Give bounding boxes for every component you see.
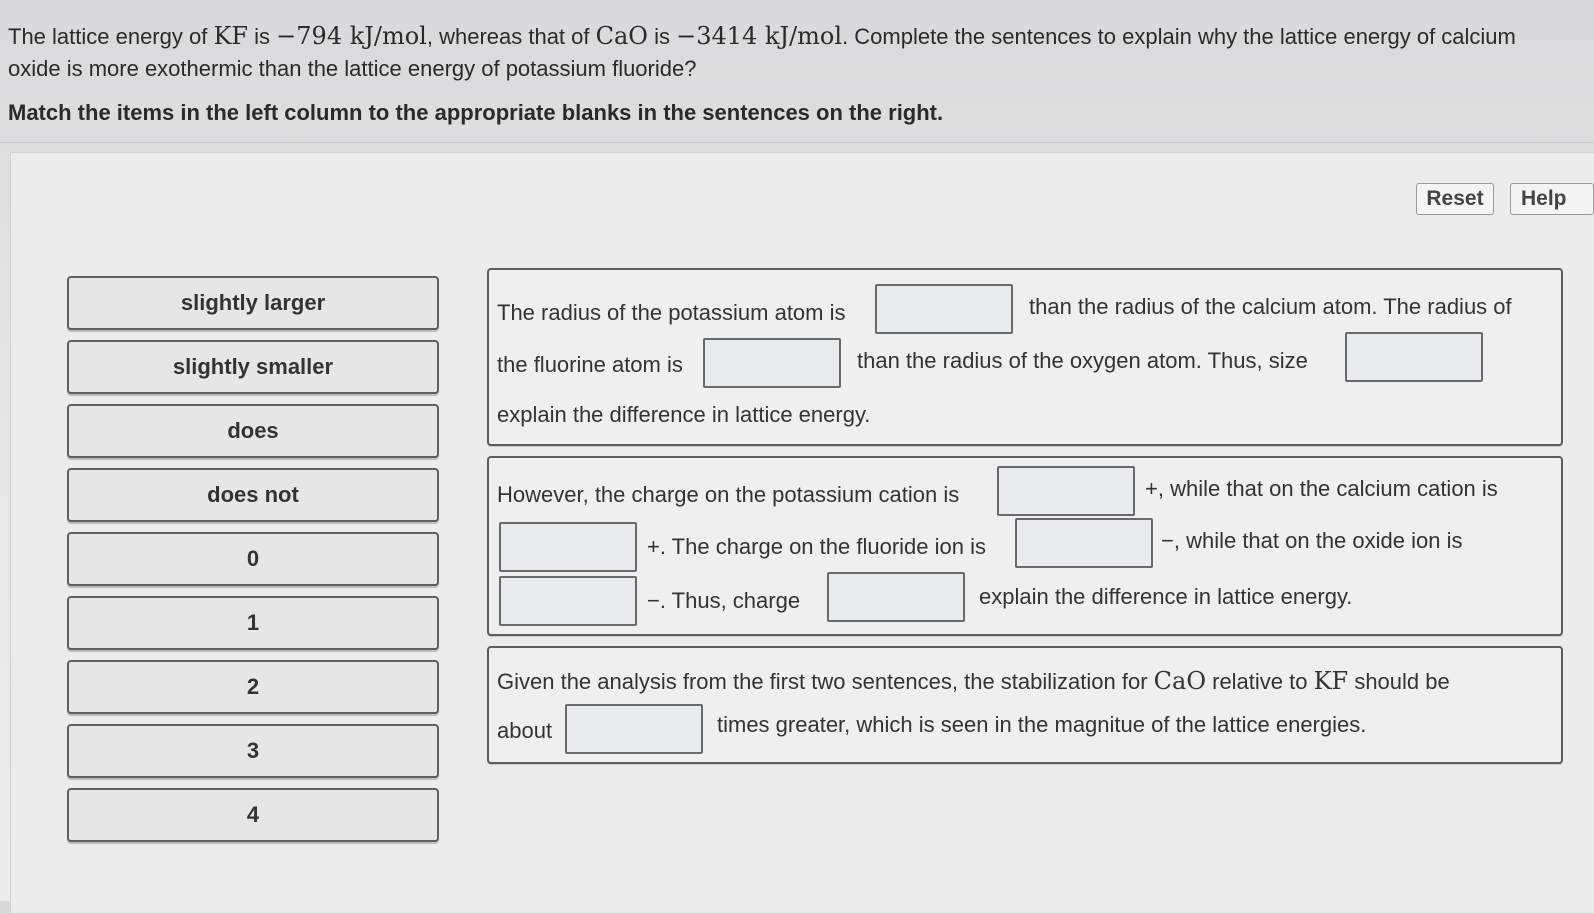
formula-kf: KF — [213, 22, 249, 50]
drag-item-does-not[interactable]: does not — [67, 468, 439, 522]
drop-blank-potassium-radius[interactable] — [875, 284, 1013, 334]
drop-blank-fluorine-radius[interactable] — [703, 338, 841, 388]
drop-blank-fluoride-charge[interactable] — [1015, 518, 1153, 568]
sentence-text: +. The charge on the fluoride ion is — [647, 534, 986, 559]
question-text — [8, 20, 1568, 85]
sentence-box-stabilization — [487, 646, 1563, 764]
sentence-text: times greater, which is seen in the magnitue of the lattice energies. — [717, 712, 1367, 737]
sentence-part: should be — [1348, 669, 1450, 694]
drop-blank-stabilization-factor[interactable] — [565, 704, 703, 754]
question-part: , whereas that of — [426, 24, 596, 49]
reset-button[interactable]: Reset — [1416, 183, 1494, 215]
sentence-text — [497, 668, 1450, 695]
formula-cao: CaO — [1153, 667, 1206, 695]
sentence-text: However, the charge on the potassium cation is — [497, 482, 960, 507]
sentence-text: about — [497, 718, 553, 743]
drop-blank-potassium-charge[interactable] — [997, 466, 1135, 516]
drag-item-0[interactable]: 0 — [67, 532, 439, 586]
drag-item-3[interactable]: 3 — [67, 724, 439, 778]
sentence-text: explain the difference in lattice energy. — [979, 584, 1353, 609]
drop-blank-oxide-charge[interactable] — [499, 576, 637, 626]
sentence-part: Given the analysis from the first two sentences, the stabilization for — [497, 669, 1154, 694]
sentence-text: than the radius of the calcium atom. The radius of — [1029, 294, 1512, 319]
divider — [0, 142, 1594, 143]
question-part: The lattice energy of — [8, 24, 214, 49]
question-part: . Complete the sentences to explain why the lattice energy of calcium oxide is more exothermic than the lattice energy of potassium fluoride? — [8, 24, 1516, 81]
sentence-text: −, while that on the oxide ion is — [1161, 528, 1463, 553]
drag-item-1[interactable]: 1 — [67, 596, 439, 650]
sentence-text: explain the difference in lattice energy. — [497, 402, 871, 427]
sentence-text: The radius of the potassium atom is — [497, 300, 846, 325]
kf-lattice-energy: −794 kJ/mol — [276, 22, 427, 50]
cao-lattice-energy: −3414 kJ/mol — [676, 22, 843, 50]
formula-cao: CaO — [595, 22, 648, 50]
drop-blank-charge-effect[interactable] — [827, 572, 965, 622]
sentence-text: than the radius of the oxygen atom. Thus, size — [857, 348, 1308, 373]
sentence-part: relative to — [1206, 669, 1314, 694]
sentence-text: +, while that on the calcium cation is — [1145, 476, 1498, 501]
drop-blank-calcium-charge[interactable] — [499, 522, 637, 572]
sentence-box-charge — [487, 456, 1563, 636]
drag-item-slightly-smaller[interactable]: slightly smaller — [67, 340, 439, 394]
drag-item-4[interactable]: 4 — [67, 788, 439, 842]
help-button[interactable]: Help — [1510, 183, 1594, 215]
drag-item-2[interactable]: 2 — [67, 660, 439, 714]
sentence-box-size — [487, 268, 1563, 446]
question-part: is — [248, 24, 277, 49]
drag-item-slightly-larger[interactable]: slightly larger — [67, 276, 439, 330]
formula-kf: KF — [1313, 667, 1349, 695]
question-part: is — [647, 24, 677, 49]
sentence-text: −. Thus, charge — [647, 588, 801, 613]
sentence-text: the fluorine atom is — [497, 352, 683, 377]
instruction-text: Match the items in the left column to the appropriate blanks in the sentences on the right. — [8, 100, 944, 125]
drop-blank-size-effect[interactable] — [1345, 332, 1483, 382]
drag-item-does[interactable]: does — [67, 404, 439, 458]
